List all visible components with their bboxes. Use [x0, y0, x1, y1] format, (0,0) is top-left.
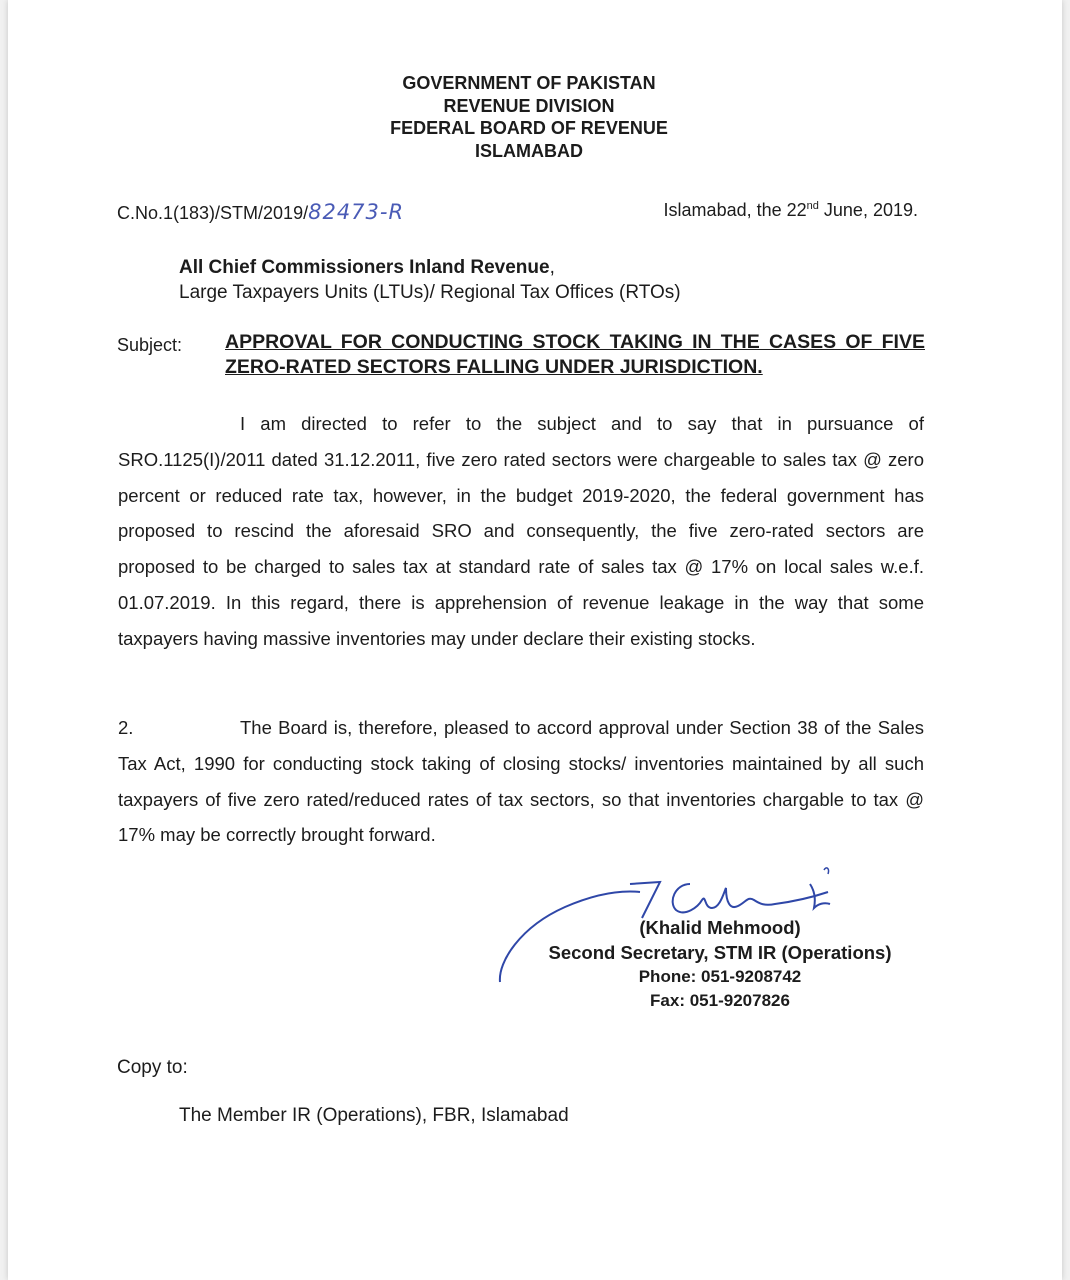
subject-text: APPROVAL FOR CONDUCTING STOCK TAKING IN THE CASES OF FIVE ZERO-RATED SECTORS FALLING UNDER JURISDICTION. — [225, 331, 925, 378]
signatory-block — [508, 915, 932, 1013]
addressee-line-1: All Chief Commissioners Inland Revenue — [179, 257, 550, 278]
letterhead-line-4: ISLAMABAD — [475, 140, 583, 161]
letter-page — [8, 0, 1062, 1280]
letterhead-line-3: FEDERAL BOARD OF REVENUE — [390, 118, 668, 138]
signatory-fax: Fax: 051-9207826 — [650, 991, 790, 1010]
copy-to-label: Copy to: — [117, 1057, 188, 1078]
addressee-line-1-punct: , — [549, 257, 555, 278]
paragraph-2-text: The Board is, therefore, pleased to accord approval under Section 38 of the Sales Tax Act, 1990 for conducting stock taking of closing stocks/ inventories maintained by all such taxpayers of five zero rated/reduced rates of tax sectors, so that inventories chargable to tax @ 17% may be correctly brought forward. — [118, 717, 924, 846]
signatory-name: (Khalid Mehmood) — [639, 917, 801, 938]
date-rest: June, 2019. — [818, 200, 918, 220]
signatory-designation: Second Secretary, STM IR (Operations) — [548, 942, 892, 963]
addressee-block — [179, 255, 681, 305]
body-paragraph-1: I am directed to refer to the subject and to say that in pursuance of SRO.1125(I)/2011 dated 31.12.2011, five zero rated sectors were chargeable to sales tax @ zero percent or reduced rate tax, however, in the budget 2019-2020, the federal government has proposed to rescind the aforesaid SRO and consequently, the five zero-rated sectors are proposed to be charged to sales tax at standard rate of sales tax @ 17% on local sales w.e.f. 01.07.2019. In this regard, there is apprehension of revenue leakage in the way that some taxpayers having massive inventories may under declare their existing stocks. — [118, 413, 924, 649]
reference-number — [117, 200, 404, 224]
letterhead-line-2: REVENUE DIVISION — [443, 95, 615, 116]
date-prefix: Islamabad, the 22 — [663, 200, 807, 220]
subject-label: Subject: — [117, 335, 183, 355]
letterhead-line-1: GOVERNMENT OF PAKISTAN — [402, 73, 656, 93]
signatory-phone: Phone: 051-9208742 — [638, 967, 802, 986]
body-paragraph-2 — [118, 710, 924, 853]
paragraph-2-number: 2. — [118, 717, 134, 738]
reference-number-handwritten: 82473-R — [308, 200, 405, 224]
addressee-line-2: Large Taxpayers Units (LTUs)/ Regional Tax Offices (RTOs) — [179, 282, 681, 303]
letter-date — [664, 200, 918, 221]
reference-number-printed: C.No.1(183)/STM/2019/ — [117, 203, 309, 223]
letterhead — [8, 72, 1050, 162]
copy-to-recipient: The Member IR (Operations), FBR, Islamabad — [179, 1105, 569, 1126]
date-ordinal-suffix: nd — [806, 200, 819, 212]
